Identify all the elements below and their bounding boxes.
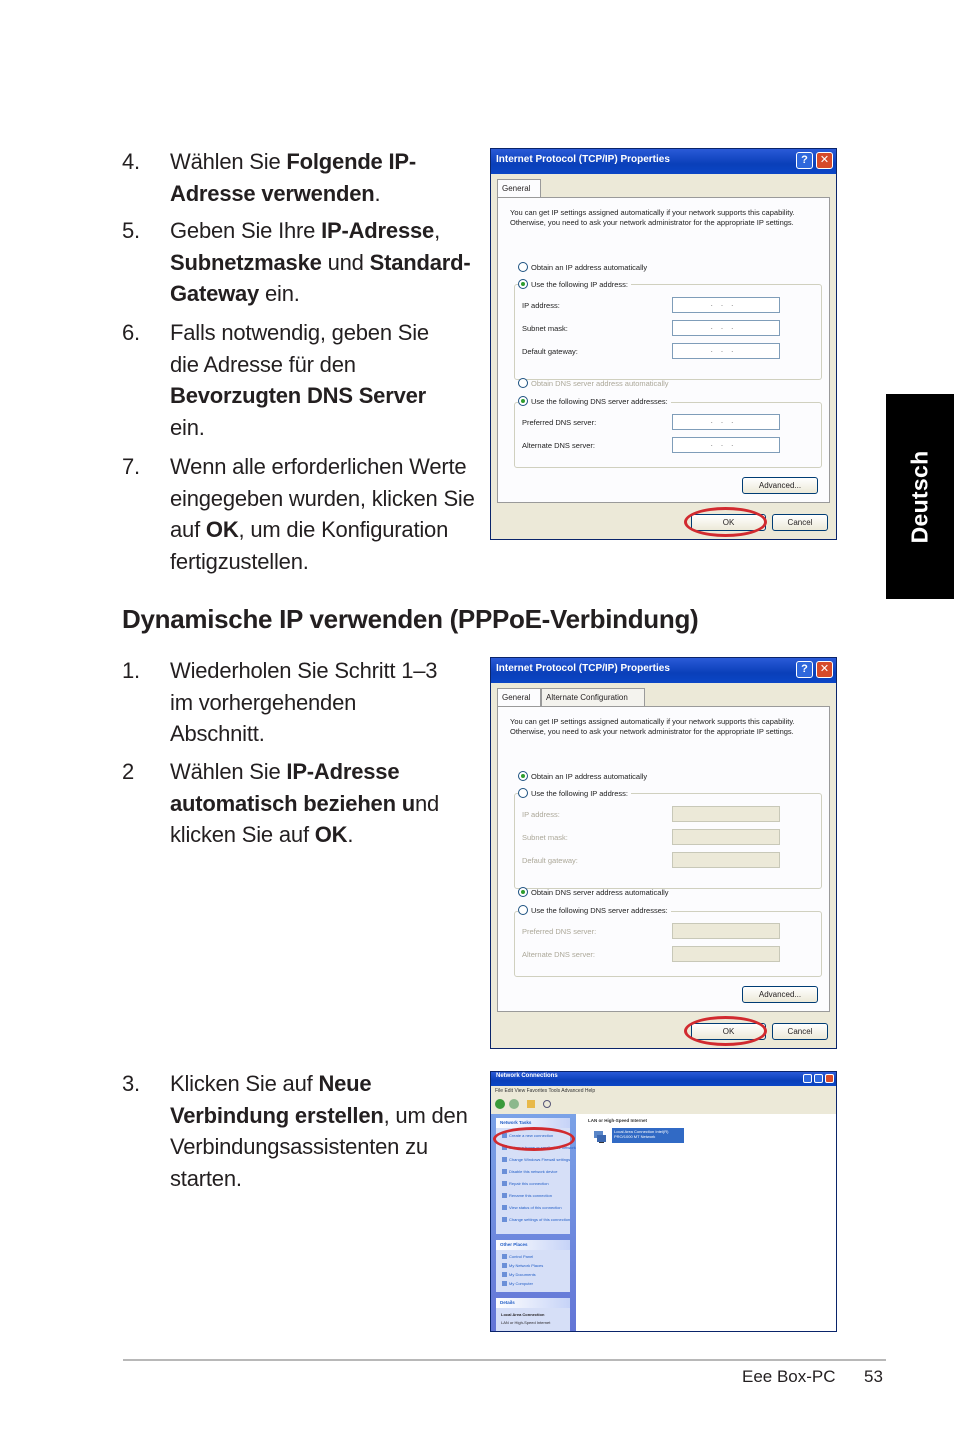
text-run: , um den Verbindungsassistenten zu starten.: [170, 1102, 468, 1191]
preferred-dns-field[interactable]: [672, 923, 780, 939]
task-item[interactable]: Change Windows Firewall settings: [502, 1157, 570, 1162]
window-titlebar: [491, 1072, 836, 1086]
step-number: 4.: [122, 149, 140, 174]
label-preferred-dns: Preferred DNS server:: [522, 418, 597, 427]
details-header[interactable]: Details: [496, 1298, 570, 1308]
label-ip-address: IP address:: [522, 301, 560, 310]
step-text: [170, 756, 470, 851]
text-run: ,: [434, 218, 440, 243]
radio-use-following-dns[interactable]: [518, 396, 671, 406]
dns-group: [514, 402, 822, 468]
radio-label: Use the following DNS server addresses:: [531, 397, 668, 406]
text-run: .: [347, 822, 354, 848]
radio-obtain-dns-auto[interactable]: [518, 378, 669, 388]
text-run: Geben Sie Ihre: [170, 218, 322, 243]
step-number: 6.: [122, 320, 140, 345]
radio-use-following-dns[interactable]: [518, 905, 671, 915]
advanced-button[interactable]: Advanced...: [742, 477, 818, 494]
tcpip-dialog-manual: [490, 148, 837, 540]
dialog-title: Internet Protocol (TCP/IP) Properties: [496, 663, 670, 674]
alternate-dns-field[interactable]: [672, 946, 780, 962]
step-number: 7.: [122, 454, 140, 479]
bold-text: Subnetzmaske: [170, 249, 322, 275]
text-run: ein.: [259, 281, 300, 307]
other-places-header[interactable]: Other Places: [496, 1240, 570, 1250]
label-default-gateway: Default gateway:: [522, 347, 578, 356]
radio-obtain-ip-auto[interactable]: [518, 771, 647, 781]
bold-text: OK: [205, 517, 239, 543]
task-item[interactable]: Rename this connection: [502, 1193, 552, 1198]
subnet-mask-field[interactable]: ...: [672, 320, 780, 336]
bold-text: Bevorzugten DNS Server: [170, 383, 427, 409]
forward-icon[interactable]: [509, 1099, 519, 1109]
cancel-button[interactable]: Cancel: [772, 514, 828, 531]
footer-product: Eee Box-PC: [742, 1367, 836, 1386]
place-item[interactable]: My Network Places: [502, 1263, 543, 1268]
label-subnet-mask: Subnet mask:: [522, 324, 568, 333]
radio-circle-icon: [518, 771, 528, 781]
bold-text: Neue Verbindung erstellen: [170, 1071, 384, 1128]
other-places-box: [496, 1240, 570, 1292]
radio-label: Obtain an IP address automatically: [531, 263, 648, 272]
preferred-dns-field[interactable]: ...: [672, 414, 780, 430]
highlight-ring: [684, 507, 767, 537]
text-run: Wenn alle erforderlichen Werte eingegeben wurden, klicken Sie auf: [170, 454, 475, 543]
step-text: [170, 655, 438, 750]
radio-label: Obtain DNS server address automatically: [531, 379, 669, 388]
radio-circle-icon: [518, 378, 528, 388]
ip-address-field[interactable]: ...: [672, 297, 780, 313]
default-gateway-field[interactable]: ...: [672, 343, 780, 359]
text-run: .: [374, 180, 381, 206]
label-alternate-dns: Alternate DNS server:: [522, 950, 595, 959]
tab-general[interactable]: General: [497, 179, 541, 197]
step-number: 2: [122, 759, 135, 784]
radio-label: Obtain an IP address automatically: [531, 772, 648, 781]
details-subtitle: LAN or High-Speed Internet: [501, 1320, 551, 1325]
minimize-icon[interactable]: [803, 1074, 812, 1083]
bold-text: OK: [314, 822, 348, 848]
ok-button[interactable]: OK: [691, 514, 766, 531]
text-run: Wiederholen Sie Schritt 1–3 im vorhergehenden Abschnitt.: [170, 658, 438, 747]
back-icon[interactable]: [495, 1099, 505, 1109]
text-run: Falls notwendig, geben Sie die Adresse für den: [170, 320, 429, 377]
network-tasks-header[interactable]: Network Tasks: [496, 1118, 570, 1128]
bold-text: Folgende IP-Adresse verwenden: [170, 149, 417, 206]
step-text: [170, 317, 460, 443]
radio-label: Use the following IP address:: [531, 280, 628, 289]
step-text: [170, 451, 482, 577]
radio-circle-icon: [518, 279, 528, 289]
tcpip-dialog-automatic: [490, 657, 837, 1049]
language-tab: [886, 394, 954, 599]
toolbar: [491, 1097, 836, 1112]
dialog-panel: [497, 197, 830, 503]
help-icon[interactable]: ?: [796, 661, 813, 678]
radio-use-following-ip[interactable]: [518, 279, 631, 289]
task-item[interactable]: Repair this connection: [502, 1181, 549, 1186]
task-item[interactable]: View status of this connection: [502, 1205, 562, 1210]
subnet-mask-field[interactable]: [672, 829, 780, 845]
place-item[interactable]: My Documents: [502, 1272, 536, 1277]
text-run: ein.: [170, 414, 205, 440]
dialog-titlebar: [491, 149, 836, 174]
search-icon[interactable]: [543, 1100, 551, 1108]
task-item[interactable]: Set up a home or small office network: [502, 1145, 576, 1150]
tab-alternate-configuration[interactable]: Alternate Configuration: [541, 688, 645, 706]
text-run: Wählen Sie: [170, 149, 287, 174]
text-run: nd klicken Sie auf: [170, 790, 440, 848]
details-title: Local Area Connection: [501, 1312, 545, 1317]
radio-obtain-dns-auto[interactable]: [518, 887, 669, 897]
language-tab-label: Deutsch: [906, 450, 933, 543]
bold-text: IP-Adresse: [321, 218, 435, 243]
ok-button[interactable]: OK: [691, 1023, 766, 1040]
radio-label: Obtain DNS server address automatically: [531, 888, 669, 897]
connections-list: [576, 1114, 836, 1331]
text-run: , um die Konfiguration fertigzustellen.: [170, 517, 449, 574]
radio-circle-icon: [518, 788, 528, 798]
radio-label: Use the following IP address:: [531, 789, 628, 798]
bold-text: Standard-Gateway: [170, 249, 471, 307]
close-icon[interactable]: ✕: [816, 152, 833, 169]
radio-obtain-ip-auto[interactable]: [518, 262, 647, 272]
menu-bar[interactable]: File Edit View Favorites Tools Advanced Help: [491, 1086, 836, 1097]
close-icon[interactable]: [825, 1074, 834, 1083]
step-number: 5.: [122, 218, 140, 243]
step-text: [170, 146, 490, 209]
radio-circle-icon: [518, 905, 528, 915]
dialog-intro: You can get IP settings assigned automatically if your network supports this capability. Otherwise, you need to ask your network administrator for the appropriate IP settings.: [510, 208, 795, 227]
radio-label: Use the following DNS server addresses:: [531, 906, 668, 915]
radio-use-following-ip[interactable]: [518, 788, 631, 798]
step-number: 1.: [122, 658, 140, 683]
dialog-intro: You can get IP settings assigned automatically if your network supports this capability. Otherwise, you need to ask your network administrator for the appropriate IP settings.: [510, 717, 795, 736]
radio-circle-icon: [518, 396, 528, 406]
page-number: 53: [864, 1367, 883, 1386]
text-run: Wählen Sie: [170, 759, 287, 784]
place-item[interactable]: My Computer: [502, 1281, 533, 1286]
maximize-icon[interactable]: [814, 1074, 823, 1083]
close-icon[interactable]: ✕: [816, 661, 833, 678]
network-connections-window: [490, 1071, 837, 1332]
footer-divider: [123, 1359, 886, 1361]
network-connection-icon: [592, 1128, 608, 1144]
label-alternate-dns: Alternate DNS server:: [522, 441, 595, 450]
label-ip-address: IP address:: [522, 810, 560, 819]
window-title: Network Connections: [496, 1073, 558, 1079]
label-preferred-dns: Preferred DNS server:: [522, 927, 597, 936]
label-default-gateway: Default gateway:: [522, 856, 578, 865]
section-title: LAN or High-Speed Internet: [588, 1118, 648, 1123]
step-text: [170, 1068, 470, 1194]
dns-group: [514, 911, 822, 977]
cancel-button[interactable]: Cancel: [772, 1023, 828, 1040]
details-box: [496, 1298, 570, 1332]
task-create-new-connection[interactable]: Create a new connection: [502, 1133, 553, 1138]
task-item[interactable]: Disable this network device: [502, 1169, 557, 1174]
help-icon[interactable]: ?: [796, 152, 813, 169]
highlight-ring: [684, 1016, 767, 1046]
section-heading: Dynamische IP verwenden (PPPoE-Verbindung): [122, 604, 699, 634]
alternate-dns-field[interactable]: ...: [672, 437, 780, 453]
highlight-ring: [493, 1127, 575, 1151]
text-run: Klicken Sie auf: [170, 1071, 319, 1096]
text-run: und: [321, 249, 370, 275]
dialog-title: Internet Protocol (TCP/IP) Properties: [496, 154, 670, 165]
label-subnet-mask: Subnet mask:: [522, 833, 568, 842]
tab-general[interactable]: General: [497, 688, 541, 707]
radio-circle-icon: [518, 887, 528, 897]
advanced-button[interactable]: Advanced...: [742, 986, 818, 1003]
local-area-connection-item[interactable]: Local Area Connection Intel(R) PRO/1000 MT Network: [612, 1128, 684, 1143]
dialog-panel: [497, 706, 830, 1012]
dialog-titlebar: [491, 658, 836, 683]
place-item[interactable]: Control Panel: [502, 1254, 533, 1259]
default-gateway-field[interactable]: [672, 852, 780, 868]
folder-up-icon[interactable]: [527, 1100, 535, 1108]
bold-text: IP-Adresse automatisch beziehen u: [170, 759, 415, 816]
task-item[interactable]: Change settings of this connection: [502, 1217, 570, 1222]
ip-address-field[interactable]: [672, 806, 780, 822]
step-number: 3.: [122, 1071, 140, 1096]
step-text: [170, 215, 490, 310]
radio-circle-icon: [518, 262, 528, 272]
